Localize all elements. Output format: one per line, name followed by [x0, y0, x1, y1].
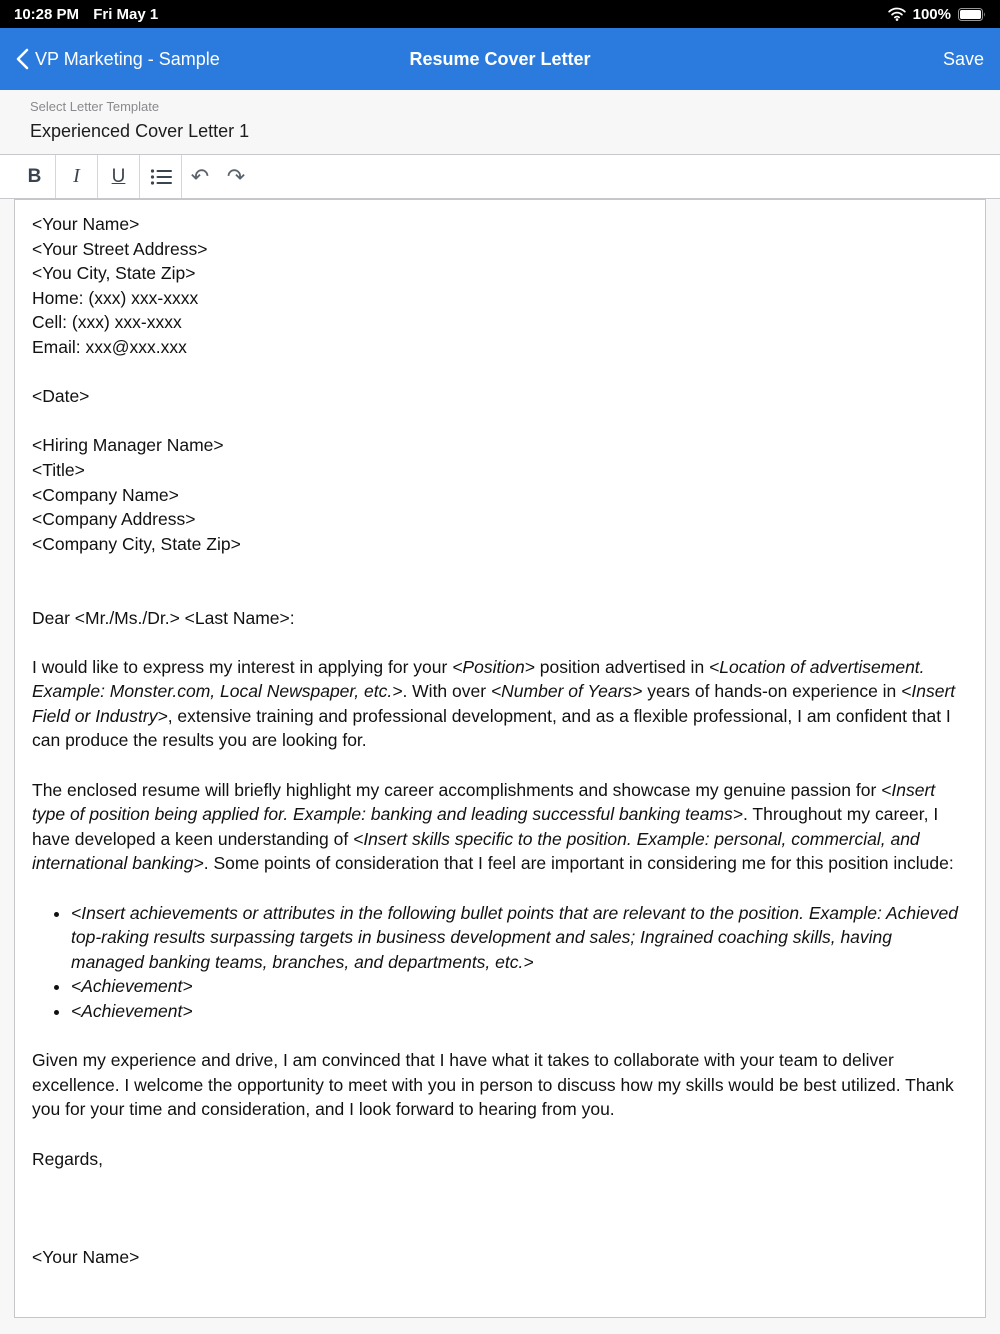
status-time: 10:28 PM	[14, 5, 80, 23]
bold-button[interactable]: B	[14, 155, 56, 198]
status-left	[14, 6, 168, 23]
page-title: Resume Cover Letter	[409, 48, 591, 69]
editor-line: <You City, State Zip>	[32, 263, 196, 284]
blank-line	[32, 1196, 961, 1221]
placeholder-text: <Insert type of position being applied for. Example: banking and leading successful banking teams>	[32, 779, 936, 825]
blank-line	[32, 1024, 961, 1049]
letter-text: . Some points of consideration that I feel are important in considering me for this position include:	[203, 853, 954, 874]
placeholder-text: <Location of advertisement. Example: Monster.com, Local Newspaper, etc.>	[32, 656, 925, 702]
back-chevron-icon	[16, 48, 29, 70]
blank-line	[32, 753, 961, 778]
editor-line: <Your Name>	[32, 1246, 140, 1267]
blank-line	[32, 360, 961, 385]
placeholder-text: <Insert Field or Industry>	[32, 681, 956, 726]
battery-icon	[958, 8, 986, 21]
letter-text: . With over	[402, 681, 491, 702]
bullet-item	[71, 999, 961, 1024]
placeholder-text: <Achievement>	[71, 1001, 193, 1021]
placeholder-text: <Number of Years>	[490, 681, 643, 702]
editor-line: <Company Address>	[32, 509, 196, 530]
italic-button[interactable]: I	[56, 155, 98, 198]
bullet-item	[71, 974, 961, 999]
editor-paragraph	[32, 1048, 961, 1122]
template-selector-label: Select Letter Template	[30, 99, 160, 114]
blank-line	[32, 556, 961, 581]
editor-line: <Company Name>	[32, 484, 179, 505]
editor-content[interactable]	[14, 199, 986, 1318]
nav-bar	[0, 28, 1000, 90]
editor-line: Cell: (xxx) xxx-xxxx	[32, 312, 182, 333]
editor-line: <Title>	[32, 459, 85, 480]
placeholder-text: <Insert skills specific to the position. Example: personal, commercial, and international banking>	[32, 828, 920, 874]
save-button[interactable]: Save	[942, 48, 984, 69]
editor-wrap	[0, 199, 1000, 1334]
placeholder-text: <Achievement>	[71, 976, 193, 997]
letter-text: position advertised in	[534, 656, 710, 677]
editor-line: <Your Name>	[32, 214, 140, 234]
battery-percent: 100%	[912, 5, 951, 23]
editor-line: <Hiring Manager Name>	[32, 435, 224, 456]
editor-paragraph	[32, 778, 961, 876]
blank-line	[32, 581, 961, 606]
blank-line	[32, 409, 961, 434]
format-toolbar	[0, 155, 1000, 199]
undo-button[interactable]: ↶	[182, 155, 218, 198]
placeholder-text: <Position>	[452, 656, 535, 677]
editor-paragraph	[32, 655, 961, 753]
letter-text: Given my experience and drive, I am convinced that I have what it takes to collaborate with your team to deliver excellence. I welcome the opportunity to meet with you in person to discuss how my skills would be best utilized. Thank you for your time and consideration, and I look forward to hearing from you.	[32, 1050, 954, 1120]
bullet-list	[32, 901, 961, 1024]
letter-text: , extensive training and professional development, and as a flexible professional, I am confident that I can produce the results you are looking for.	[32, 705, 951, 751]
letter-text: . Throughout my career, I have developed a keen understanding of	[32, 804, 939, 849]
wifi-icon	[888, 7, 906, 21]
blank-line	[32, 630, 961, 655]
status-right	[888, 6, 986, 23]
back-button[interactable]	[16, 48, 220, 70]
editor-line: Dear <Mr./Ms./Dr.> <Last Name>:	[32, 607, 295, 628]
letter-text: years of hands-on experience in	[642, 681, 902, 702]
back-label: VP Marketing - Sample	[35, 48, 220, 69]
letter-text: I would like to express my interest in applying for your	[32, 656, 453, 677]
editor-line: <Company City, State Zip>	[32, 533, 241, 554]
editor-line: Home: (xxx) xxx-xxxx	[32, 287, 199, 308]
editor-line: Regards,	[32, 1148, 104, 1169]
blank-line	[32, 1122, 961, 1147]
bullet-list-icon	[150, 168, 172, 186]
editor-line: Email: xxx@xxx.xxx	[32, 336, 187, 357]
status-date: Fri May 1	[93, 5, 159, 23]
editor-line: <Date>	[32, 386, 90, 407]
underline-button[interactable]: U	[98, 155, 140, 198]
status-bar	[0, 0, 1000, 28]
template-selector-value: Experienced Cover Letter 1	[30, 121, 250, 141]
template-selector[interactable]	[0, 90, 1000, 155]
blank-line	[32, 1220, 961, 1245]
placeholder-text: <Insert achievements or attributes in the following bullet points that are relevant to the position. Example: Achieved top-raking results surpassing targets in business development and sales; Ingrained coaching skills, having managed banking teams, branches, and departments, etc.>	[71, 902, 959, 972]
bullet-list-button[interactable]	[140, 155, 182, 198]
blank-line	[32, 1171, 961, 1196]
bullet-item	[71, 901, 961, 975]
blank-line	[32, 876, 961, 901]
editor-line: <Your Street Address>	[32, 238, 208, 259]
letter-text: The enclosed resume will briefly highlight my career accomplishments and showcase my genuine passion for	[32, 779, 882, 800]
redo-button[interactable]: ↷	[218, 155, 254, 198]
